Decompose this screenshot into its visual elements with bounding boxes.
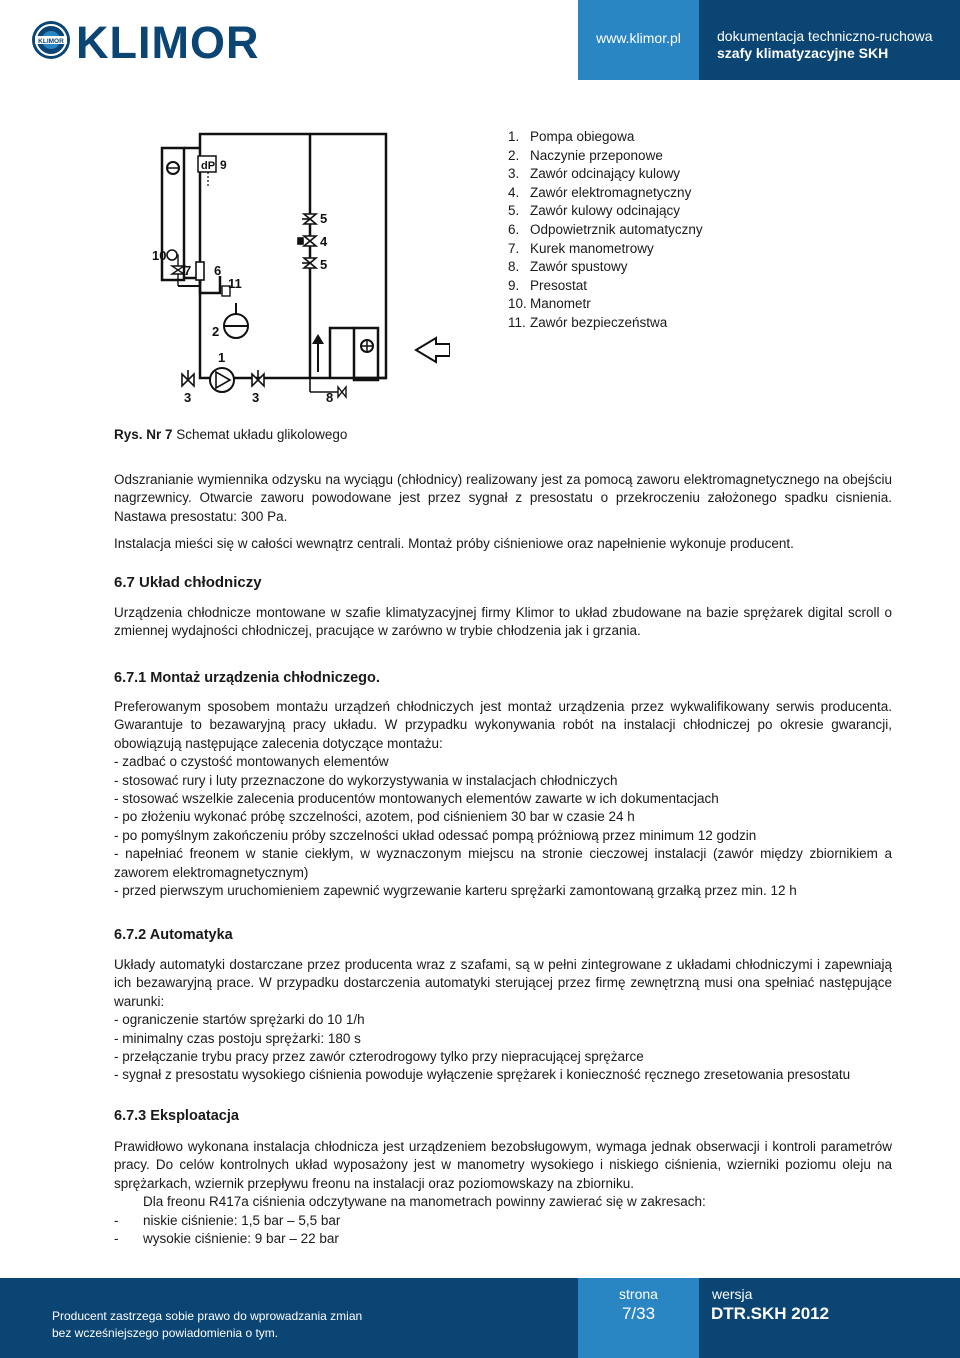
pressure-ranges-list bbox=[114, 1212, 892, 1249]
ball-valve-icon bbox=[302, 258, 316, 268]
document-title-block bbox=[699, 0, 960, 80]
list-item: - stosować wszelkie zalecenia producentów montowanych elementów zawarte w ich dokumentacjach bbox=[114, 791, 719, 807]
list-item: - napełniać freonem w stanie ciekłym, w wyznaczonym miejscu na stronie cieczowej instalacji (zawór między zbiornikiem a zaworem elektromagnetycznym) bbox=[114, 846, 892, 880]
installation-intro: Preferowanym sposobem montażu urządzeń chłodniczych jest montaż urządzenia przez wykwalifikowany serwis producenta. Gwarantuje to bezawaryjną pracy układu. W przypadku wykonywania robót na instalacji chłodniczej po okresie gwarancji, obowiązują następujące zalecenia dotyczące montażu: bbox=[114, 699, 892, 751]
website-link[interactable]: www.klimor.pl bbox=[596, 30, 681, 46]
solenoid-valve-icon bbox=[298, 236, 316, 246]
legend-item: 1. Pompa obiegowa bbox=[508, 129, 635, 144]
svg-text:10: 10 bbox=[152, 248, 167, 263]
page-number: 7/33 bbox=[621, 1304, 656, 1323]
legend-item: 3. Zawór odcinający kulowy bbox=[508, 166, 681, 182]
shutoff-valve-icon bbox=[252, 370, 264, 386]
gauge-cock-icon bbox=[172, 266, 184, 274]
list-item: - wysokie ciśnienie: 9 bar – 22 bar bbox=[114, 1231, 339, 1247]
operation-section bbox=[114, 1138, 892, 1248]
svg-text:KLIMOR: KLIMOR bbox=[76, 17, 260, 66]
list-item: - niskie ciśnienie: 1,5 bar – 5,5 bar bbox=[114, 1212, 341, 1228]
svg-text:1: 1 bbox=[218, 350, 226, 365]
doc-subject: szafy klimatyzacyjne SKH bbox=[717, 45, 889, 61]
svg-text:2: 2 bbox=[212, 324, 220, 339]
automation-requirements-list bbox=[114, 1011, 892, 1085]
footer-note-block bbox=[0, 1278, 578, 1358]
svg-text:dP: dP bbox=[201, 160, 216, 172]
manometer-icon bbox=[167, 250, 177, 260]
list-item: - sygnał z presostatu wysokiego ciśnienia powoduje wyłączenie sprężarek i konieczność ręcznego zresetowania presostatu bbox=[114, 1067, 851, 1083]
legend-item: 6. Odpowietrznik automatyczny bbox=[508, 221, 703, 237]
doc-type: dokumentacja techniczno-ruchowa bbox=[717, 28, 933, 44]
legend-item: 9. Presostat bbox=[508, 277, 588, 293]
automation-section bbox=[114, 956, 892, 1085]
air-vent-icon bbox=[196, 262, 204, 280]
legend-item: 8. Zawór spustowy bbox=[508, 259, 628, 275]
list-item: - stosować rury i luty przeznaczone do wykorzystywania w instalacjach chłodniczych bbox=[114, 772, 618, 788]
list-item: - zadbać o czystość montowanych elementów bbox=[114, 754, 389, 770]
legend-item: 11. Zawór bezpieczeństwa bbox=[508, 314, 668, 330]
svg-text:6: 6 bbox=[214, 263, 222, 278]
svg-text:8: 8 bbox=[326, 390, 334, 405]
page-header bbox=[0, 0, 960, 80]
legend-item: 7. Kurek manometrowy bbox=[508, 240, 654, 256]
svg-text:11: 11 bbox=[228, 276, 242, 291]
legend-item: 2. Naczynie przeponowe bbox=[508, 147, 663, 163]
automation-intro: Układy automatyki dostarczane przez producenta wraz z szafami, są w pełni zintegrowane z układami chłodniczymi i zapewniają ich bezawaryjną prace. W przypadku dostarczenia automatyki sterującej przez firmę zewnętrzną musi ona spełniać następujące warunki: bbox=[114, 957, 892, 1009]
glycol-system-schematic bbox=[150, 128, 450, 406]
diagram-legend bbox=[508, 128, 703, 333]
legend-item: 10. Manometr bbox=[508, 296, 591, 312]
installation-requirements-list bbox=[114, 753, 892, 900]
section-heading-6-7-3: 6.7.3 Eksploatacja bbox=[114, 1108, 239, 1124]
installation-section bbox=[114, 698, 892, 900]
ball-valve-icon bbox=[302, 214, 316, 224]
footer-note: bez wcześniejszego powiadomienia o tym. bbox=[52, 1326, 279, 1340]
svg-text:7: 7 bbox=[184, 263, 192, 278]
list-item: - po złożeniu wykonać próbę szczelności, azotem, pod ciśnieniem 30 bar w czasie 24 h bbox=[114, 809, 635, 825]
svg-text:3: 3 bbox=[252, 390, 260, 405]
website-block bbox=[578, 0, 699, 80]
version-label: wersja bbox=[712, 1286, 753, 1302]
svg-text:4: 4 bbox=[320, 234, 328, 249]
pipe-loop bbox=[200, 134, 386, 378]
footer-note: Producent zastrzega sobie prawo do wprowadzania zmian bbox=[52, 1309, 363, 1323]
section-heading-6-7: 6.7 Układ chłodniczy bbox=[114, 574, 262, 591]
legend-item: 5. Zawór kulowy odcinający bbox=[508, 203, 681, 219]
defrost-paragraph: Odszranianie wymiennika odzysku na wyciągu (chłodnicy) realizowany jest za pomocą zaworu elektromagnetycznego na obejściu nagrzewnicy. Otwarcie zaworu powodowane jest przez sygnał z presostatu o przekroczeniu założonego spadku cisnienia. Nastawa presostatu: 300 Pa. bbox=[114, 472, 892, 524]
list-item: - przed pierwszym uruchomieniem zapewnić wygrzewanie karteru sprężarki zamontowaną grzałką przez min. 12 h bbox=[114, 883, 797, 899]
logo-area bbox=[0, 0, 578, 80]
drain-valve-icon bbox=[338, 387, 346, 397]
airflow-arrow-icon bbox=[416, 338, 450, 362]
klimor-logo bbox=[30, 14, 290, 66]
exchanger-coil-right bbox=[354, 328, 378, 380]
list-item: - minimalny czas postoju sprężarki: 180 s bbox=[114, 1030, 361, 1046]
page-footer bbox=[0, 1278, 960, 1358]
svg-text:KLIMOR: KLIMOR bbox=[38, 38, 64, 45]
page-label: strona bbox=[619, 1286, 658, 1302]
list-item: - ograniczenie startów sprężarki do 10 1/h bbox=[114, 1012, 365, 1028]
svg-text:5: 5 bbox=[320, 211, 328, 226]
pressure-intro: Dla freonu R417a ciśnienia odczytywane na manometrach powinny zawierać się w zakresach: bbox=[143, 1194, 706, 1210]
list-item: - po pomyślnym zakończeniu próby szczelności układ odessać pompą próżniową przez minimum 12 godzin bbox=[114, 827, 757, 843]
version-block bbox=[699, 1278, 960, 1358]
installation-paragraph: Instalacja mieści się w całości wewnątrz centrali. Montaż próby ciśnieniowe oraz napełnienie wykonuje producent. bbox=[114, 536, 794, 551]
svg-text:9: 9 bbox=[220, 158, 227, 172]
operation-paragraph: Prawidłowo wykonana instalacja chłodnicza jest urządzeniem bezobsługowym, wymaga jednak obserwacji i kontroli parametrów pracy. Do celów kontrolnych układ wyposażony jest w manometry wysokiego i niskiego ciśnienia, wzierniki poziomu oleju na sprężarkach, wziernik przepływu freonu na instalacji oraz poziomowskazy na zbiorniku. bbox=[114, 1139, 892, 1191]
list-item: - przełączanie trybu pracy przez zawór czterodrogowy tylko przy niepracującej sprężarce bbox=[114, 1049, 644, 1065]
shutoff-valve-icon bbox=[182, 370, 194, 386]
legend-item: 4. Zawór elektromagnetyczny bbox=[508, 184, 692, 200]
version-value: DTR.SKH 2012 bbox=[711, 1304, 830, 1323]
figure-caption: Rys. Nr 7 Schemat układu glikolowego bbox=[114, 427, 348, 442]
cooling-system-paragraph: Urządzenia chłodnicze montowane w szafie klimatyzacyjnej firmy Klimor to układ zbudowane na bazie sprężarek digital scroll o zmiennej wydajności chłodniczej, pracujące w zarówno w trybie chłodzenia jak i grzania. bbox=[114, 605, 892, 639]
section-heading-6-7-1: 6.7.1 Montaż urządzenia chłodniczego. bbox=[114, 670, 380, 686]
section-heading-6-7-2: 6.7.2 Automatyka bbox=[114, 927, 233, 943]
svg-text:5: 5 bbox=[320, 257, 328, 272]
svg-text:3: 3 bbox=[184, 390, 192, 405]
page-number-block bbox=[578, 1278, 699, 1358]
